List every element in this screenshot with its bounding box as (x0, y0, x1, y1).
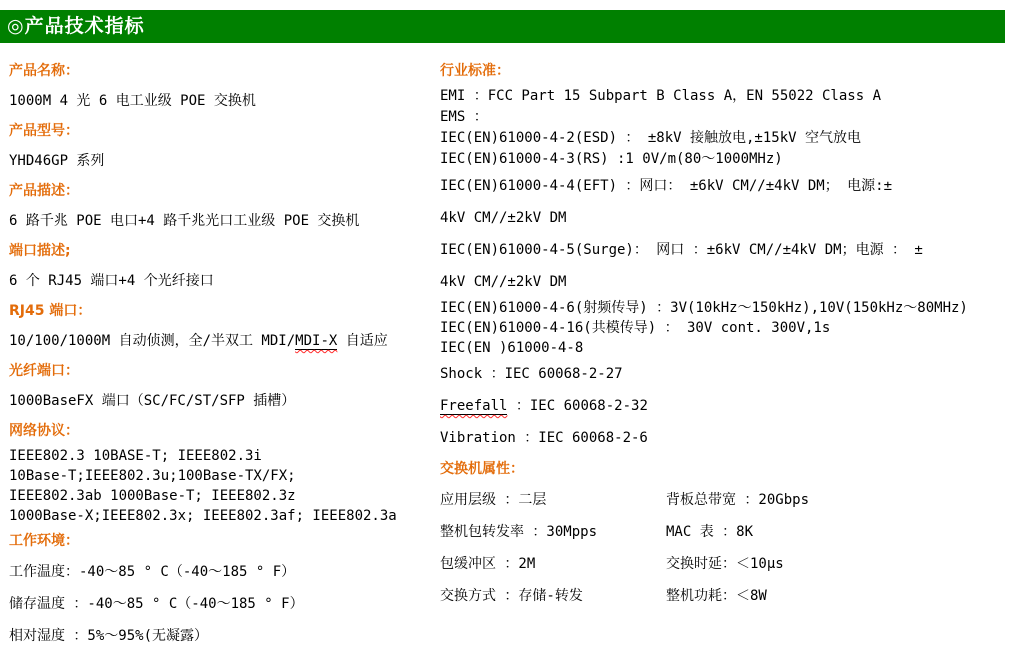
section-title-bar (0, 10, 1005, 43)
standard-rf-conduction: IEC(EN)61000-4-6(射频传导) ：3V(10kHz～150kHz),10V(150kHz～80MHz) (440, 300, 968, 316)
fiber-ports-value: 1000BaseFX 端口（SC/FC/ST/SFP 插槽） (9, 393, 296, 409)
env-operating-temp: 工作温度：-40～85 ° C（-40～185 ° F） (9, 564, 296, 580)
product-description-value: 6 路千兆 POE 电口+4 路千兆光口工业级 POE 交换机 (9, 213, 360, 229)
protocol-line: 1000Base-X;IEEE802.3x; IEEE802.3af; IEEE802.3a (9, 508, 397, 524)
attr-power-consumption: 整机功耗：＜8W (666, 588, 767, 604)
env-relative-humidity: 相对湿度 ：5%～95%(无凝露） (9, 628, 209, 644)
product-model-value: YHD46GP 系列 (9, 153, 105, 169)
standard-eft-line1: IEC(EN)61000-4-4(EFT) ：网口： ±6kV CM//±4kV DM； 电源:± (440, 178, 893, 194)
heading-rj45-ports: RJ45 端口： (9, 303, 92, 319)
heading-port-description: 端口描述; (9, 243, 71, 259)
freefall-misspelled-term: Freefall (440, 398, 508, 414)
attr-row (440, 580, 1018, 612)
rj45-text-post: 自适应 (337, 333, 388, 349)
standard-61000-4-8: IEC(EN )61000-4-8 (440, 340, 584, 356)
standard-common-mode: IEC(EN)61000-4-16(共模传导) ： 30V cont. 300V,1s (440, 320, 831, 336)
standard-surge-line1: IEC(EN)61000-4-5(Surge)： 网口 ：±6kV CM//±4kV DM；电源 ： ± (440, 242, 923, 258)
protocol-line: 10Base-T;IEEE802.3u;100Base-TX/FX; (9, 468, 296, 484)
attr-application-layer: 应用层级 ：二层 (440, 492, 547, 508)
standard-vibration: Vibration ：IEC 60068-2-6 (440, 430, 648, 446)
left-column (9, 56, 440, 652)
standard-surge-line2: 4kV CM//±2kV DM (440, 274, 567, 290)
standard-eft-line2: 4kV CM//±2kV DM (440, 210, 567, 226)
rj45-ports-value (9, 326, 440, 356)
heading-product-name: 产品名称： (9, 63, 79, 79)
standard-esd: IEC(EN)61000-4-2(ESD) ： ±8kV 接触放电,±15kV 空气放电 (440, 130, 862, 146)
attr-row (440, 548, 1018, 580)
port-description-value: 6 个 RJ45 端口+4 个光纤接口 (9, 273, 214, 289)
standard-emi: EMI ：FCC Part 15 Subpart B Class A，EN 55022 Class A (440, 88, 882, 104)
heading-operating-environment: 工作环境： (9, 533, 79, 549)
attr-mac-table: MAC 表 ：8K (666, 524, 754, 540)
bullseye-icon: ◎ (7, 15, 25, 37)
heading-switch-attributes: 交换机属性： (440, 461, 524, 477)
attr-packet-buffer: 包缓冲区 ：2M (440, 556, 536, 572)
protocol-line: IEEE802.3 10BASE-T; IEEE802.3i (9, 448, 262, 464)
heading-product-model: 产品型号： (9, 123, 79, 139)
product-name-value: 1000M 4 光 6 电工业级 POE 交换机 (9, 93, 256, 109)
right-column (440, 56, 1018, 652)
standard-ems: EMS ： (440, 109, 488, 125)
env-storage-temp: 储存温度 ：-40～85 ° C（-40～185 ° F） (9, 596, 304, 612)
attr-packet-forwarding-rate: 整机包转发率 ：30Mpps (440, 524, 598, 540)
attr-row (440, 484, 1018, 516)
attr-switching-latency: 交换时延：＜10μs (666, 556, 784, 572)
heading-product-description: 产品描述： (9, 183, 79, 199)
attr-row (440, 516, 1018, 548)
content-columns (0, 56, 1023, 652)
attr-switching-mode: 交换方式 ：存储-转发 (440, 588, 583, 604)
standard-freefall (440, 390, 1018, 422)
page-title: 产品技术指标 (24, 15, 145, 37)
standard-shock: Shock ：IEC 60068-2-27 (440, 366, 623, 382)
protocol-line: IEEE802.3ab 1000Base-T; IEEE802.3z (9, 488, 296, 504)
rj45-text-pre: 10/100/1000M 自动侦测，全/半双工 MDI/ (9, 333, 296, 349)
standard-rs: IEC(EN)61000-4-3(RS) :1 0V/m(80～1000MHz) (440, 151, 783, 167)
rj45-misspelled-term: MDI-X (295, 333, 338, 349)
heading-industry-standards: 行业标准： (440, 63, 510, 79)
freefall-text-post: ：IEC 60068-2-32 (507, 398, 648, 414)
attr-backplane-bandwidth: 背板总带宽 ：20Gbps (666, 492, 810, 508)
heading-fiber-ports: 光纤端口： (9, 363, 79, 379)
heading-network-protocols: 网络协议： (9, 423, 79, 439)
